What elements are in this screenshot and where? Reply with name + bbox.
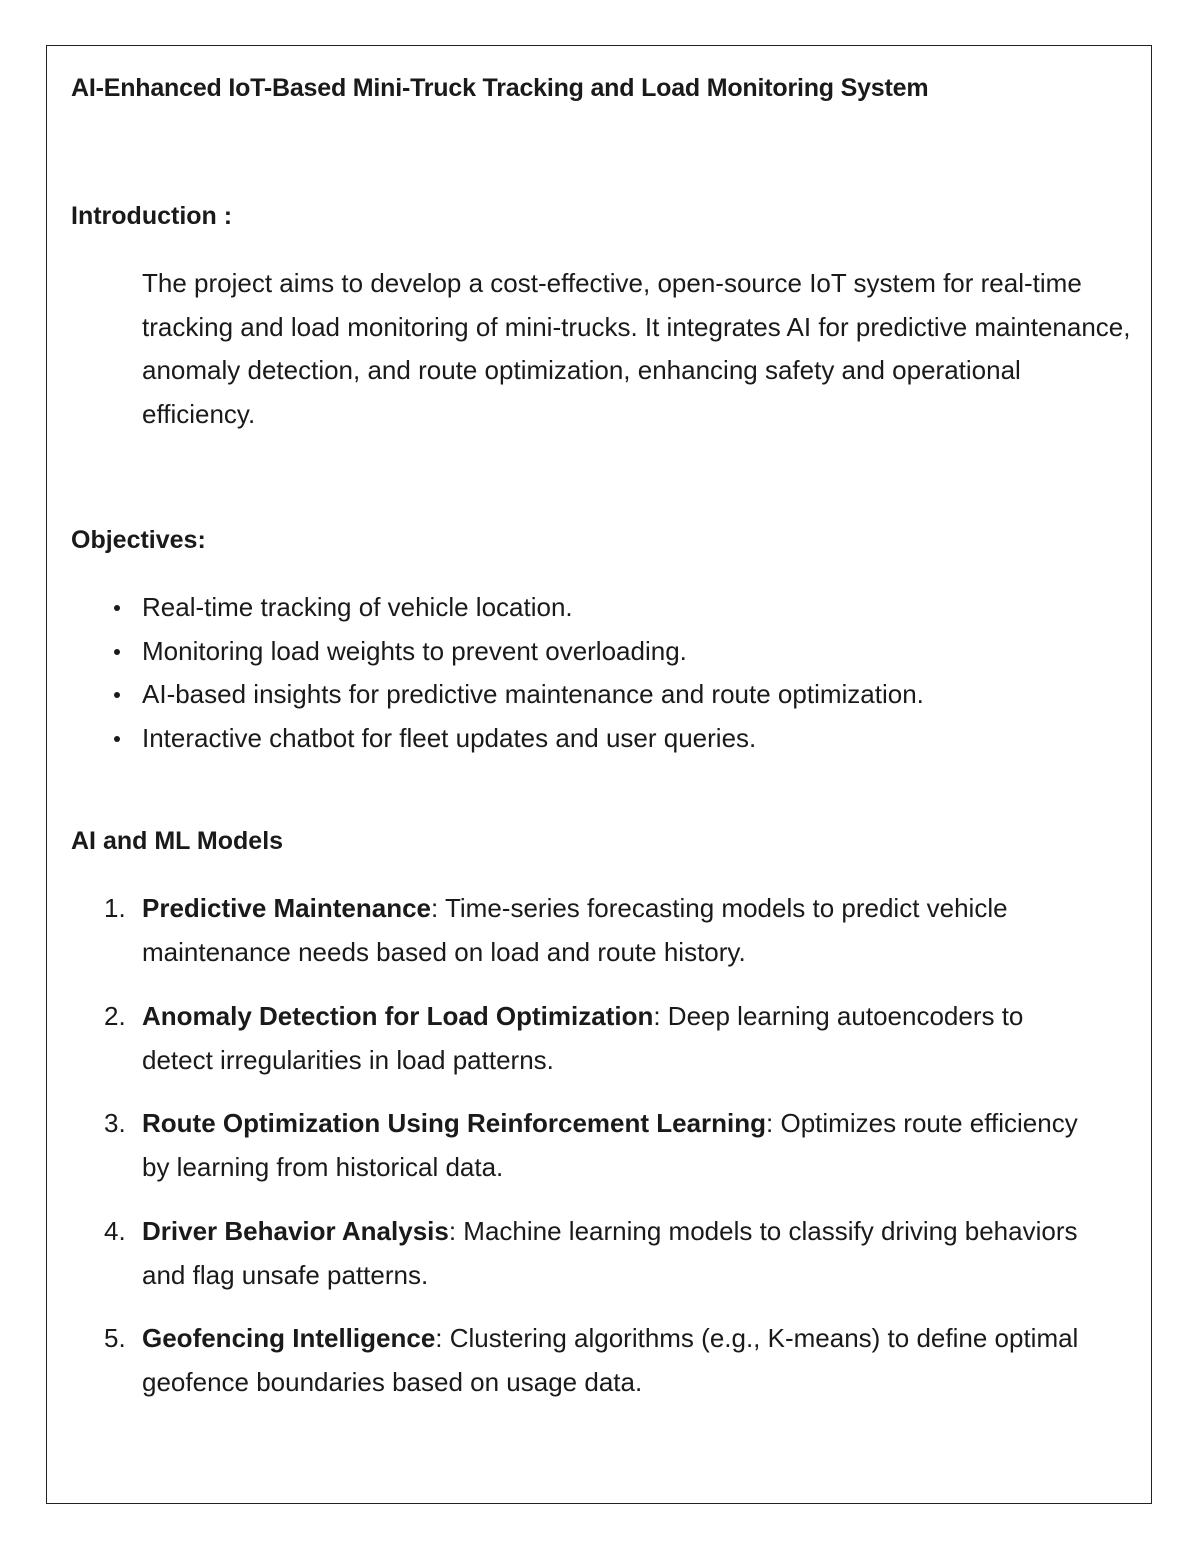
model-description: : Clustering algorithms (e.g., K-means) to define optimal geofence boundaries based on usage data.	[142, 1323, 1079, 1397]
document-title: AI-Enhanced IoT-Based Mini-Truck Tracking and Load Monitoring System	[71, 74, 929, 102]
introduction-heading: Introduction :	[71, 202, 233, 230]
objective-text: AI-based insights for predictive maintenance and route optimization.	[142, 679, 924, 709]
bullet-icon	[114, 736, 120, 742]
list-item	[100, 886, 1100, 974]
list-item	[100, 994, 1100, 1082]
models-list	[100, 886, 1100, 1424]
list-item	[100, 673, 924, 717]
model-description: : Time-series forecasting models to predict vehicle maintenance needs based on load and route history.	[142, 893, 1008, 967]
list-number: 3.	[104, 1108, 126, 1138]
model-description: : Machine learning models to classify driving behaviors and flag unsafe patterns.	[142, 1215, 1078, 1290]
model-name: Anomaly Detection for Load Optimization	[142, 1000, 654, 1031]
model-name: Predictive Maintenance	[142, 893, 431, 923]
objective-text: Real-time tracking of vehicle location.	[142, 592, 573, 622]
model-description: : Deep learning autoencoders to detect irregularities in load patterns.	[142, 1000, 1024, 1075]
model-name: Geofencing Intelligence	[142, 1323, 436, 1353]
bullet-icon	[114, 605, 120, 611]
objective-text: Monitoring load weights to prevent overloading.	[142, 635, 687, 666]
objectives-heading: Objectives:	[71, 526, 206, 554]
model-name: Route Optimization Using Reinforcement Learning	[142, 1108, 767, 1138]
bullet-icon	[114, 649, 120, 655]
list-item	[100, 1316, 1100, 1404]
model-name: Driver Behavior Analysis	[142, 1215, 449, 1246]
objectives-list	[100, 586, 924, 760]
list-item	[100, 1101, 1100, 1189]
models-heading: AI and ML Models	[71, 827, 284, 855]
objective-text: Interactive chatbot for fleet updates and user queries.	[142, 722, 757, 753]
model-description: : Optimizes route efficiency by learning from historical data.	[142, 1108, 1078, 1182]
list-item	[100, 586, 924, 630]
introduction-paragraph: The project aims to develop a cost-effective, open-source IoT system for real-time tracking and load monitoring of mini-trucks. It integrates AI for predictive maintenance, anomaly detection, and route optimization, enhancing safety and operational efficiency.	[142, 268, 1131, 429]
list-number: 1.	[104, 893, 126, 923]
list-item	[100, 1209, 1100, 1297]
list-number: 2.	[104, 1000, 126, 1031]
list-number: 4.	[104, 1215, 126, 1246]
bullet-icon	[114, 692, 120, 698]
list-item	[100, 630, 924, 674]
list-number: 5.	[104, 1323, 126, 1353]
list-item	[100, 717, 924, 761]
